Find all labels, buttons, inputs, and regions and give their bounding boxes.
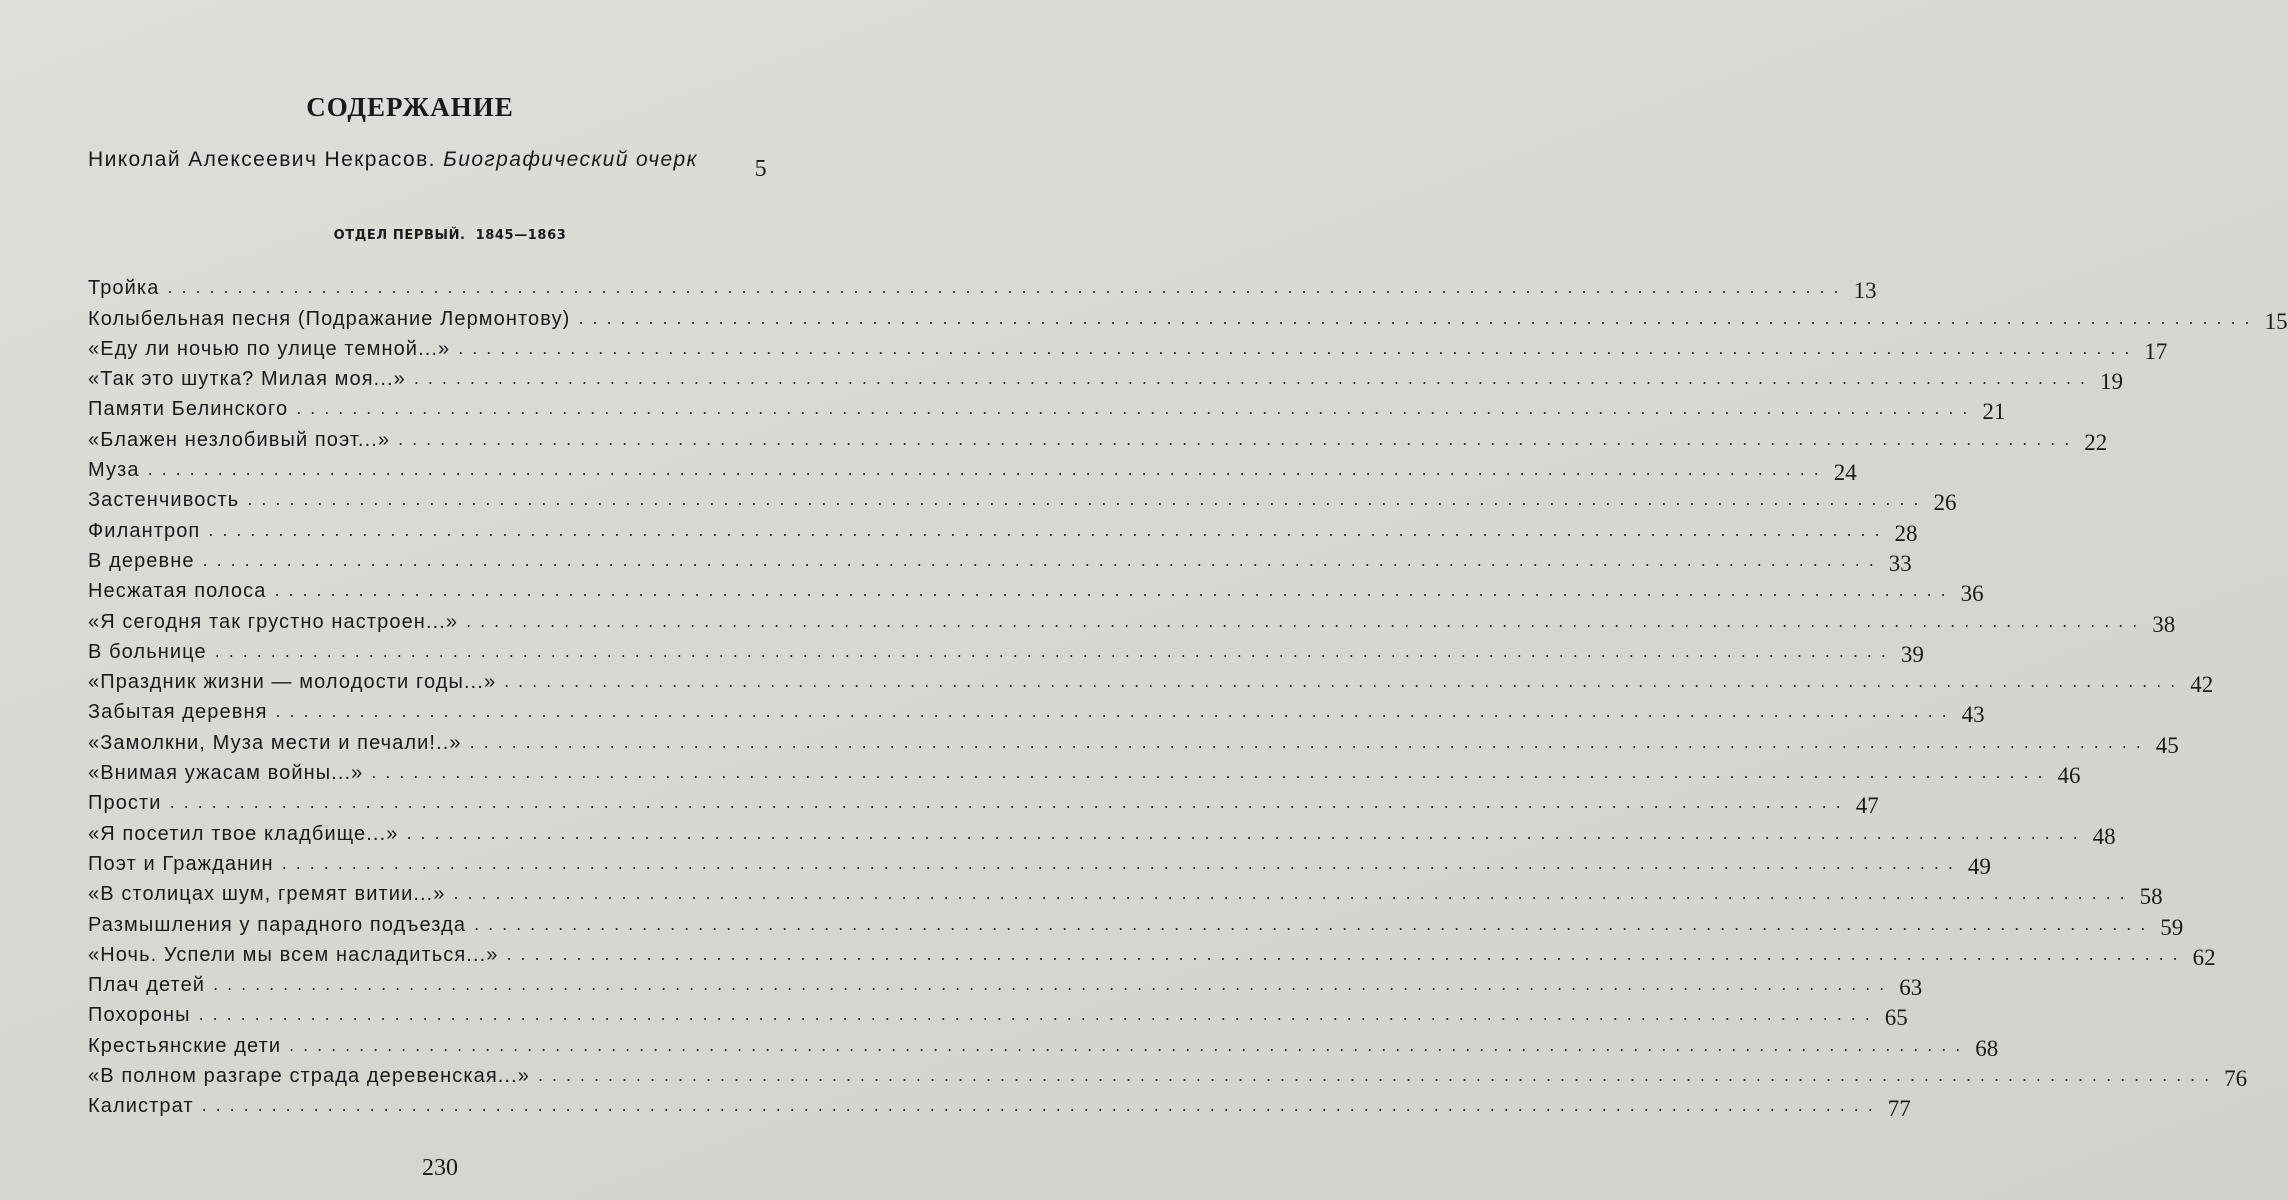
toc-entry-title: Прости [88, 792, 162, 815]
toc-entry-title: Размышления у парадного подъезда [88, 913, 467, 936]
dot-leader: ........................................................................................................................ [202, 549, 1883, 570]
toc-entry-title: В больнице [88, 640, 207, 663]
toc-entry-page: 59 [2160, 914, 2184, 940]
toc-entry [88, 270, 1877, 304]
toc-entry-title: «Блажен незлобивый поэт...» [88, 428, 391, 451]
intro-subtitle: Биографический очерк [443, 148, 698, 171]
toc-entry [88, 452, 1857, 486]
toc-entry [88, 846, 1991, 879]
dot-leader: ........................................................................................................................ [406, 822, 2087, 843]
toc-entry-page: 62 [2192, 944, 2216, 970]
toc-entry [88, 967, 1923, 1001]
toc-entry [88, 331, 2168, 364]
toc-entry-title: Крестьянские дети [88, 1034, 282, 1057]
toc-entry [88, 300, 2288, 334]
toc-entry-title: Поэт и Гражданин [88, 852, 274, 875]
toc-entry [88, 785, 1879, 819]
section-heading [0, 228, 900, 243]
toc-entry-title: Плач детей [88, 974, 206, 997]
toc-entry [88, 1027, 1999, 1061]
toc-entry [88, 1088, 1911, 1122]
intro-page-number: 5 [754, 156, 768, 182]
toc-entry-page: 45 [2155, 732, 2179, 758]
toc-entry-page: 68 [1975, 1035, 1999, 1061]
toc-entry-page: 48 [2092, 823, 2116, 849]
toc-entry-page: 21 [1982, 399, 2006, 425]
toc-entry [88, 906, 2184, 940]
dot-leader: ........................................................................................................................ [466, 610, 2147, 631]
toc-entry-page: 43 [1961, 702, 1985, 728]
dot-leader: ........................................................................................................................ [296, 398, 1977, 419]
toc-entry [88, 937, 2216, 970]
toc-entry-page: 46 [2057, 763, 2081, 789]
dot-leader: ........................................................................................................................ [504, 671, 2185, 692]
toc-entry [88, 391, 2006, 425]
dot-leader: ........................................................................................................................ [213, 974, 1894, 995]
toc-entry-page: 65 [1884, 1005, 1908, 1031]
dot-leader: ........................................................................................................................ [289, 1034, 1970, 1055]
dot-leader: ........................................................................................................................ [458, 337, 2139, 358]
toc-entry-page: 28 [1894, 520, 1918, 546]
toc-entry-title: Забытая деревня [88, 701, 268, 724]
dot-leader: ........................................................................................................................ [371, 762, 2052, 783]
dot-leader: ........................................................................................................................ [169, 792, 1850, 813]
toc-entry-title: Памяти Белинского [88, 398, 289, 421]
dot-leader: ........................................................................................................................ [214, 640, 1895, 661]
intro-author: Николай Алексеевич Некрасов. [88, 148, 436, 171]
toc-entry-title: «Еду ли ночью по улице темной...» [88, 337, 451, 360]
toc-entry-page: 24 [1833, 460, 1857, 486]
toc-entry-title: «Я сегодня так грустно настроен...» [88, 610, 459, 633]
dot-leader: ........................................................................................................................ [274, 580, 1955, 601]
toc-entry [88, 755, 2081, 789]
section-label: ОТДЕЛ ПЕРВЫЙ. [333, 228, 466, 243]
section-years: 1845—1863 [475, 228, 567, 243]
toc-entry [88, 603, 2176, 637]
toc-entry-page: 38 [2152, 611, 2176, 637]
toc-entry-title: Калистрат [88, 1095, 194, 1118]
toc-entry-title: Застенчивость [88, 489, 240, 512]
toc-entry-page: 22 [2084, 429, 2108, 455]
toc-entry-page: 13 [1853, 278, 1877, 304]
toc-entry-page: 33 [1888, 550, 1912, 576]
toc-entry-page: 63 [1899, 975, 1923, 1001]
dot-leader: ........................................................................................................................ [247, 489, 1928, 510]
toc-entry-title: Несжатая полоса [88, 580, 267, 603]
page-number: 230 [422, 1155, 458, 1181]
dot-leader: ........................................................................................................................ [398, 428, 2079, 449]
toc-entry-page: 26 [1933, 490, 1957, 516]
toc-entry-title: Муза [88, 459, 140, 482]
toc-entry [88, 724, 2179, 758]
toc-entry [88, 997, 1908, 1031]
toc-entry-page: 17 [2144, 338, 2168, 364]
toc-entry [88, 482, 1957, 516]
toc-entry [88, 694, 1985, 728]
toc-entry-title: «Замолкни, Муза мести и печали!..» [88, 731, 462, 754]
toc-entry [88, 1058, 2248, 1092]
toc-entry-page: 77 [1887, 1096, 1911, 1122]
toc-entry-page: 76 [2224, 1066, 2248, 1092]
toc-entry-title: «Праздник жизни — молодости годы...» [88, 671, 497, 694]
dot-leader: ........................................................................................................................ [453, 883, 2134, 904]
toc-entry [88, 634, 1924, 667]
toc-entry-title: Колыбельная песня (Подражание Лермонтову) [88, 307, 571, 330]
dot-leader: ........................................................................................................................ [469, 731, 2150, 752]
dot-leader: ........................................................................................................................ [413, 368, 2094, 389]
dot-leader: ........................................................................................................................ [201, 1095, 1882, 1116]
toc-entry [88, 573, 1984, 607]
toc-entry-page: 42 [2190, 672, 2214, 698]
dot-leader: ........................................................................................................................ [537, 1065, 2219, 1086]
toc-entry-page: 36 [1960, 581, 1984, 607]
toc-entry-title: «Я посетил твое кладбище...» [88, 822, 399, 845]
toc-entry-page: 49 [1967, 853, 1991, 879]
toc-list [88, 270, 2288, 1122]
intro-entry-title [88, 148, 698, 172]
dot-leader: ........................................................................................................................ [578, 307, 2259, 328]
toc-entry-page: 19 [2099, 369, 2123, 395]
toc-entry-title: В деревне [88, 549, 195, 572]
toc-entry-page: 15 [2264, 308, 2288, 334]
toc-entry-title: Похороны [88, 1004, 191, 1027]
dot-leader: ........................................................................................................................ [281, 852, 1962, 873]
dot-leader: ........................................................................................................................ [167, 277, 1848, 298]
toc-entry-title: «Так это шутка? Милая моя...» [88, 368, 406, 391]
toc-entry-title: «В полном разгаре страда деревенская...» [88, 1065, 530, 1088]
dot-leader: ........................................................................................................................ [275, 701, 1956, 722]
toc-entry-page: 39 [1900, 641, 1924, 667]
toc-entry-title: «В столицах шум, гремят витии...» [88, 883, 446, 906]
toc-entry-title: Филантроп [88, 519, 201, 542]
toc-entry [88, 543, 1912, 576]
dot-leader: ........................................................................................................................ [474, 913, 2155, 934]
intro-entry [88, 148, 768, 188]
toc-entry [88, 361, 2123, 395]
toc-entry [88, 815, 2116, 849]
toc-entry [88, 421, 2108, 455]
toc-entry [88, 876, 2163, 910]
toc-entry-title: Тройка [88, 277, 160, 300]
dot-leader: ........................................................................................................................ [208, 519, 1889, 540]
dot-leader: ........................................................................................................................ [506, 943, 2187, 964]
toc-entry-title: «Ночь. Успели мы всем насладиться...» [88, 943, 499, 966]
toc-entry [88, 664, 2214, 698]
dot-leader: ........................................................................................................................ [147, 459, 1828, 480]
toc-entry-title: «Внимая ужасам войны...» [88, 762, 364, 785]
toc-entry-page: 58 [2139, 884, 2163, 910]
page-title: СОДЕРЖАНИЕ [306, 92, 514, 122]
toc-entry-page: 47 [1855, 793, 1879, 819]
dot-leader: ........................................................................................................................ [198, 1004, 1879, 1025]
toc-entry [88, 512, 1918, 546]
